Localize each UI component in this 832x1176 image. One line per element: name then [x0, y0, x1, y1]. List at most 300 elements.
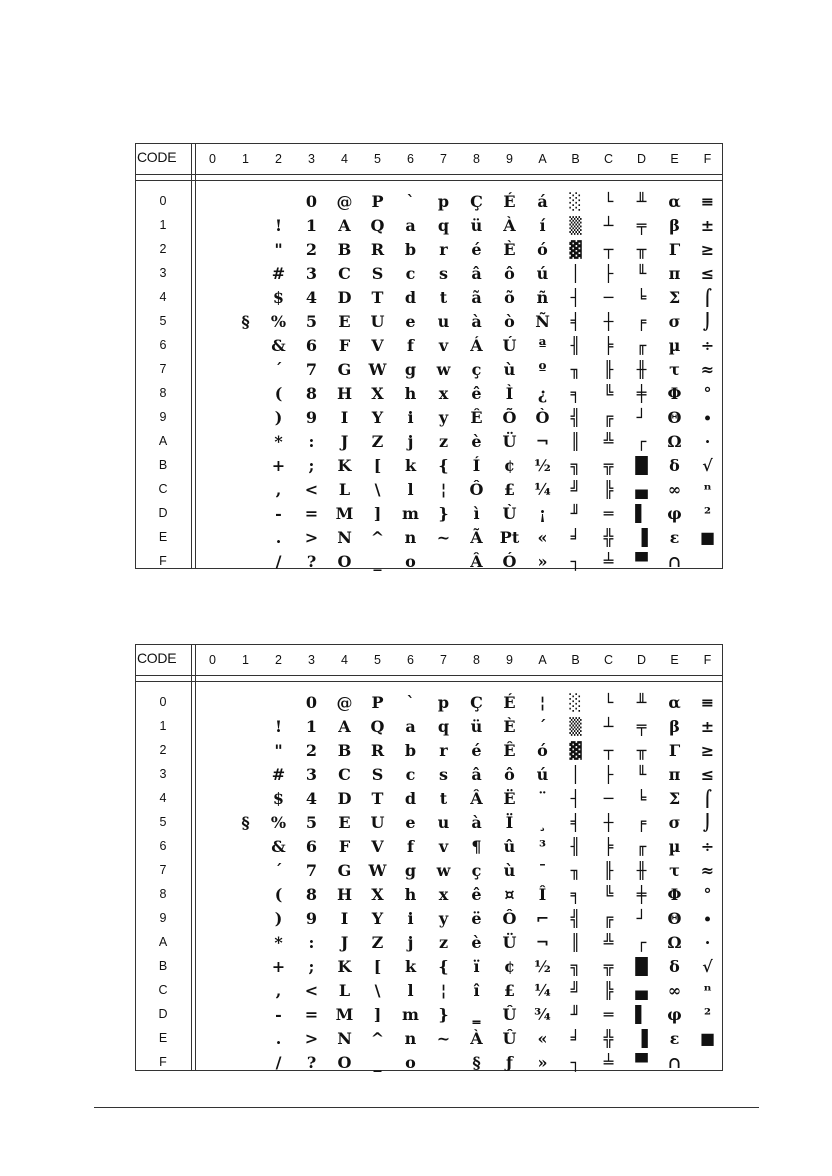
row-header-E: E [158, 1031, 168, 1045]
row-header-6: 6 [159, 839, 167, 853]
char-cell: ¡ [538, 504, 547, 523]
char-cell: Ô [502, 909, 517, 928]
char-cell: _ [373, 552, 382, 571]
char-cell: Â [470, 789, 483, 808]
char-cell: á [537, 192, 548, 211]
char-cell: " [274, 741, 283, 760]
char-cell: ╣ [570, 909, 581, 928]
char-cell: ª [538, 336, 547, 355]
column-header-6: 6 [407, 152, 414, 166]
char-cell: Θ [667, 909, 682, 928]
char-cell: ë [471, 909, 482, 928]
char-cell: p [437, 693, 450, 712]
char-cell: · [704, 432, 711, 451]
row-header-5: 5 [159, 815, 167, 829]
char-cell: 0 [305, 192, 318, 211]
row-header-F: F [159, 554, 167, 568]
char-cell: # [271, 264, 286, 283]
char-cell: ¾ [534, 1005, 551, 1024]
char-cell: Í [472, 456, 481, 475]
char-cell: ¼ [534, 981, 551, 1000]
char-cell: / [275, 552, 282, 571]
char-cell: ╪ [636, 384, 647, 403]
char-cell: ┤ [570, 789, 581, 808]
char-cell: ; [308, 456, 315, 475]
char-cell: h [404, 885, 417, 904]
char-cell: ┌ [636, 933, 647, 952]
char-cell: ° [703, 384, 712, 403]
char-cell: w [436, 360, 451, 379]
char-cell: l [407, 981, 414, 1000]
char-cell: ⌠ [702, 288, 713, 307]
char-cell: 5 [305, 813, 318, 832]
code-chart-2 [135, 644, 723, 1071]
row-header-0: 0 [159, 695, 167, 709]
column-header-9: 9 [506, 653, 513, 667]
row-header-F: F [159, 1055, 167, 1069]
char-cell: ╝ [570, 981, 581, 1000]
header-rule [135, 174, 723, 175]
char-cell: p [437, 192, 450, 211]
code-header: CODE [137, 149, 177, 165]
char-cell: S [371, 765, 384, 784]
char-cell: ] [373, 504, 382, 523]
char-cell: ╒ [636, 813, 647, 832]
row-header-B: B [158, 458, 168, 472]
column-header-8: 8 [473, 152, 480, 166]
char-cell: û [503, 837, 516, 856]
column-header-F: F [703, 653, 712, 667]
char-cell: i [407, 408, 414, 427]
char-cell: ¬ [535, 933, 550, 952]
char-cell: , [275, 480, 282, 499]
char-cell: ╙ [636, 264, 647, 283]
row-header-A: A [158, 434, 168, 448]
char-cell: ╨ [636, 693, 647, 712]
char-cell: 9 [305, 909, 318, 928]
char-cell: Á [470, 336, 483, 355]
char-cell: U [370, 813, 385, 832]
char-cell: Ü [502, 933, 517, 952]
char-cell: ≡ [700, 192, 715, 211]
char-cell: â [471, 765, 482, 784]
char-cell: ╗ [570, 957, 581, 976]
char-cell: ▄ [635, 981, 648, 1000]
char-cell: ⌠ [702, 789, 713, 808]
char-cell: ¸ [538, 813, 547, 832]
char-cell: ▓ [569, 741, 582, 760]
char-cell: ε [669, 528, 680, 547]
char-cell: T [371, 789, 384, 808]
char-cell: t [439, 789, 448, 808]
char-cell: δ [669, 957, 680, 976]
column-header-5: 5 [374, 152, 381, 166]
char-cell: G [337, 360, 352, 379]
char-cell: e [405, 312, 416, 331]
char-cell: ù [503, 861, 516, 880]
column-header-A: A [538, 653, 547, 667]
char-cell: ¦ [440, 480, 447, 499]
row-header-5: 5 [159, 314, 167, 328]
char-cell: « [537, 528, 548, 547]
column-header-A: A [538, 152, 547, 166]
char-cell: Û [502, 1029, 517, 1048]
char-cell: ╞ [603, 837, 614, 856]
char-cell: ╢ [570, 837, 581, 856]
char-cell: ┴ [603, 216, 614, 235]
char-cell: O [337, 552, 352, 571]
char-cell: ▌ [635, 1005, 648, 1024]
char-cell: È [503, 240, 516, 259]
char-cell: » [537, 1053, 548, 1072]
char-cell: ^ [370, 1029, 385, 1048]
char-cell: ê [471, 384, 482, 403]
char-cell: . [275, 1029, 282, 1048]
char-cell: ╟ [603, 360, 614, 379]
char-cell: ╔ [603, 909, 614, 928]
char-cell: [ [373, 456, 382, 475]
char-cell: q [437, 216, 450, 235]
char-cell: B [337, 240, 352, 259]
char-cell: > [304, 528, 319, 547]
char-cell: V [371, 336, 384, 355]
char-cell: ╬ [603, 1029, 614, 1048]
char-cell: ⁿ [703, 480, 712, 499]
char-cell: ‗ [472, 1005, 481, 1024]
char-cell: o [405, 552, 416, 571]
char-cell: Ï [505, 813, 514, 832]
char-cell: ├ [603, 264, 614, 283]
char-cell: Y [371, 909, 384, 928]
char-cell: ¦ [440, 981, 447, 1000]
char-cell: Ñ [535, 312, 550, 331]
row-header-C: C [158, 983, 168, 997]
char-cell: ╧ [603, 552, 614, 571]
char-cell: ▒ [569, 717, 582, 736]
char-cell: $ [272, 288, 285, 307]
char-cell: ç [471, 861, 482, 880]
char-cell: ° [703, 885, 712, 904]
char-cell: t [439, 288, 448, 307]
char-cell: Ô [469, 480, 484, 499]
char-cell: ╓ [636, 336, 647, 355]
char-cell: ╦ [603, 456, 614, 475]
char-cell: └ [603, 192, 614, 211]
char-cell: Σ [668, 789, 681, 808]
char-cell: Q [370, 216, 385, 235]
char-cell: ç [471, 360, 482, 379]
char-cell: ║ [570, 432, 581, 451]
char-cell: u [437, 813, 450, 832]
char-cell: B [337, 741, 352, 760]
char-cell: ï [473, 957, 480, 976]
char-cell: ^ [370, 528, 385, 547]
char-cell: Û [502, 1005, 517, 1024]
char-cell: y [438, 909, 449, 928]
column-header-F: F [703, 152, 712, 166]
row-header-0: 0 [159, 194, 167, 208]
char-cell: 2 [305, 240, 318, 259]
char-cell: G [337, 861, 352, 880]
char-cell: ═ [603, 1005, 614, 1024]
column-header-7: 7 [440, 152, 447, 166]
char-cell: À [503, 216, 516, 235]
char-cell: , [275, 981, 282, 1000]
char-cell: H [336, 885, 353, 904]
char-cell: φ [667, 1005, 682, 1024]
char-cell: & [271, 336, 286, 355]
char-cell: m [402, 504, 419, 523]
char-cell: ▐ [635, 528, 648, 547]
char-cell: 4 [305, 288, 318, 307]
char-cell: δ [669, 456, 680, 475]
char-cell: █ [635, 456, 648, 475]
char-cell: σ [668, 312, 681, 331]
row-header-8: 8 [159, 887, 167, 901]
code-column-rule [191, 143, 192, 569]
char-cell: Ë [503, 789, 516, 808]
char-cell: ¶ [471, 837, 482, 856]
char-cell: # [271, 765, 286, 784]
char-cell: ┬ [603, 240, 614, 259]
char-cell: J [340, 933, 349, 952]
char-cell: ╪ [636, 885, 647, 904]
char-cell: A [338, 216, 351, 235]
row-header-D: D [158, 506, 168, 520]
column-header-B: B [571, 653, 580, 667]
char-cell: ╝ [570, 480, 581, 499]
char-cell: ´ [274, 360, 283, 379]
char-cell: ╥ [636, 240, 647, 259]
char-cell: ? [306, 1053, 317, 1072]
char-cell: Φ [667, 885, 682, 904]
char-cell: Y [371, 408, 384, 427]
char-cell: ´ [274, 861, 283, 880]
char-cell: ╕ [570, 885, 581, 904]
char-cell: Â [470, 552, 483, 571]
row-header-4: 4 [159, 791, 167, 805]
char-cell: é [471, 240, 482, 259]
char-cell: { [438, 456, 449, 475]
char-cell: b [404, 741, 417, 760]
char-cell: T [371, 288, 384, 307]
row-header-C: C [158, 482, 168, 496]
footer-rule [94, 1107, 759, 1108]
char-cell: ~ [436, 1029, 451, 1048]
char-cell: e [405, 813, 416, 832]
char-cell: ü [470, 717, 483, 736]
char-cell: 8 [305, 384, 318, 403]
char-cell: 3 [305, 765, 318, 784]
char-cell: σ [668, 813, 681, 832]
char-cell: ╠ [603, 981, 614, 1000]
char-cell: ∩ [667, 1053, 682, 1072]
char-cell: W [368, 360, 387, 379]
char-cell: 8 [305, 885, 318, 904]
char-cell: j [407, 933, 414, 952]
char-cell: 6 [305, 837, 318, 856]
char-cell: ╛ [570, 1029, 581, 1048]
char-cell: @ [336, 693, 353, 712]
char-cell: } [438, 504, 449, 523]
char-cell: ∩ [667, 552, 682, 571]
char-cell: ú [536, 264, 549, 283]
char-cell: w [436, 861, 451, 880]
char-cell: ñ [536, 288, 549, 307]
char-cell: - [275, 1005, 282, 1024]
char-cell: \ [374, 480, 381, 499]
char-cell: ¦ [539, 693, 546, 712]
char-cell: │ [570, 765, 581, 784]
char-cell: 7 [305, 360, 318, 379]
char-cell: d [404, 288, 417, 307]
column-header-3: 3 [308, 152, 315, 166]
code-column-rule [195, 143, 196, 569]
row-header-8: 8 [159, 386, 167, 400]
char-cell: ; [308, 957, 315, 976]
char-cell: ▀ [635, 552, 648, 571]
char-cell: ╚ [603, 885, 614, 904]
char-cell: R [370, 741, 385, 760]
row-header-9: 9 [159, 911, 167, 925]
char-cell: É [503, 192, 516, 211]
char-cell: Ç [470, 693, 483, 712]
char-cell: ╗ [570, 456, 581, 475]
char-cell: L [338, 480, 351, 499]
char-cell: È [503, 717, 516, 736]
char-cell: º [538, 360, 547, 379]
char-cell: u [437, 312, 450, 331]
char-cell: α [668, 693, 681, 712]
char-cell: ¢ [503, 957, 516, 976]
char-cell: Ó [502, 552, 517, 571]
char-cell: 1 [305, 717, 318, 736]
char-cell: ∙ [703, 408, 712, 427]
char-cell: ½ [534, 456, 551, 475]
char-cell: ô [504, 765, 515, 784]
char-cell: ( [274, 885, 283, 904]
char-cell: ó [537, 240, 548, 259]
char-cell: Ì [505, 384, 514, 403]
char-cell: M [335, 1005, 354, 1024]
row-header-2: 2 [159, 743, 167, 757]
char-cell: < [304, 480, 319, 499]
char-cell: & [271, 837, 286, 856]
char-cell: ╡ [570, 813, 581, 832]
char-cell: K [337, 456, 352, 475]
char-cell: c [405, 765, 416, 784]
char-cell: ² [703, 1005, 711, 1024]
char-cell: D [337, 789, 352, 808]
char-cell: À [470, 1029, 483, 1048]
char-cell: l [407, 480, 414, 499]
char-cell: ÷ [700, 336, 715, 355]
char-cell: ` [406, 693, 415, 712]
char-cell: A [338, 717, 351, 736]
column-header-9: 9 [506, 152, 513, 166]
char-cell: ║ [570, 933, 581, 952]
column-header-2: 2 [275, 653, 282, 667]
char-cell: Γ [668, 741, 681, 760]
char-cell: U [370, 312, 385, 331]
char-cell: I [340, 909, 349, 928]
char-cell: 2 [305, 741, 318, 760]
row-header-1: 1 [159, 218, 167, 232]
char-cell: ┼ [603, 312, 614, 331]
char-cell: - [275, 504, 282, 523]
char-cell: ! [274, 216, 283, 235]
column-header-E: E [670, 152, 679, 166]
char-cell: C [338, 264, 351, 283]
char-cell: M [335, 504, 354, 523]
char-cell: : [308, 432, 315, 451]
char-cell: i [407, 909, 414, 928]
code-chart-1 [135, 143, 723, 569]
row-header-A: A [158, 935, 168, 949]
char-cell: ≥ [700, 240, 715, 259]
char-cell: Ω [667, 933, 682, 952]
column-header-C: C [603, 152, 614, 166]
char-cell: Ù [502, 504, 517, 523]
char-cell: ╠ [603, 480, 614, 499]
char-cell: g [404, 360, 417, 379]
char-cell: ╘ [636, 288, 647, 307]
char-cell: ¨ [538, 789, 547, 808]
header-rule [135, 675, 723, 676]
char-cell: ╒ [636, 312, 647, 331]
char-cell: 5 [305, 312, 318, 331]
char-cell: P [371, 693, 384, 712]
char-cell: \ [374, 981, 381, 1000]
char-cell: § [241, 813, 250, 832]
char-cell: ├ [603, 765, 614, 784]
row-header-3: 3 [159, 266, 167, 280]
char-cell: f [407, 336, 414, 355]
char-cell: · [704, 933, 711, 952]
column-header-D: D [636, 152, 647, 166]
row-header-B: B [158, 959, 168, 973]
char-cell: z [438, 432, 449, 451]
char-cell: ╙ [636, 765, 647, 784]
char-cell: r [439, 240, 448, 259]
column-header-7: 7 [440, 653, 447, 667]
char-cell: P [371, 192, 384, 211]
char-cell: ) [274, 408, 283, 427]
char-cell: ⌡ [702, 813, 713, 832]
char-cell: £ [503, 981, 516, 1000]
char-cell: ú [536, 765, 549, 784]
char-cell: D [337, 288, 352, 307]
char-cell: µ [668, 837, 681, 856]
char-cell: ¯ [538, 861, 547, 880]
char-cell: î [473, 981, 480, 1000]
char-cell: 0 [305, 693, 318, 712]
char-cell: ╫ [636, 861, 647, 880]
char-cell: β [669, 717, 680, 736]
char-cell: α [668, 192, 681, 211]
char-cell: { [438, 957, 449, 976]
row-header-6: 6 [159, 338, 167, 352]
char-cell: ┐ [570, 1053, 581, 1072]
column-header-4: 4 [341, 653, 348, 667]
char-cell: τ [669, 861, 680, 880]
char-cell: O [337, 1053, 352, 1072]
char-cell: + [271, 957, 286, 976]
char-cell: ╘ [636, 789, 647, 808]
column-header-E: E [670, 653, 679, 667]
char-cell: f [407, 837, 414, 856]
column-header-6: 6 [407, 653, 414, 667]
